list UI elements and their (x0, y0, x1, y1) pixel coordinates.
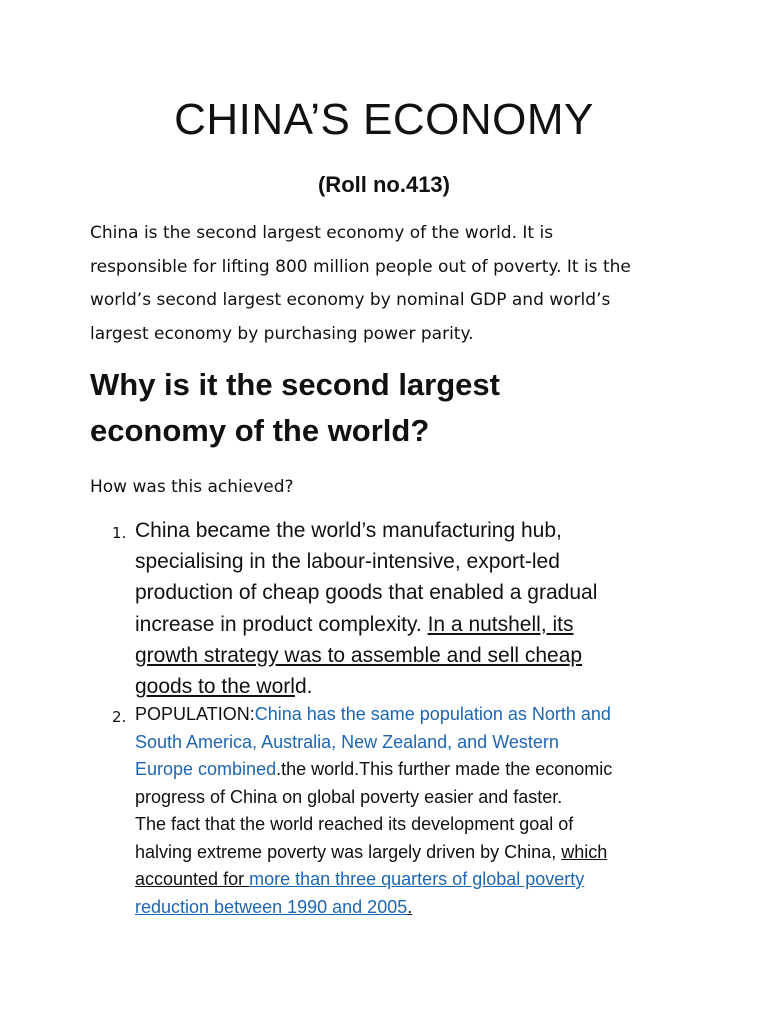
hyperlink-text[interactable]: Europe combined (135, 759, 277, 779)
hyperlink-text[interactable]: South America, Australia, New Zealand, and Western (135, 731, 559, 752)
hyperlink-text[interactable]: China has the same population as North and (254, 704, 611, 724)
heading-line: Why is it the second largest (90, 367, 500, 402)
underlined-text: . (407, 896, 413, 917)
subquestion: How was this achieved? (90, 477, 294, 497)
intro-line: world’s second largest economy by nominal GDP and world’s (90, 290, 611, 310)
population-label: POPULATION: (135, 704, 255, 724)
text-line: production of cheap goods that enabled a gradual (135, 581, 598, 605)
text-run: increase in product complexity. (135, 612, 428, 636)
list-item-text (135, 701, 715, 921)
list-number: 1. (112, 524, 127, 542)
text-run: d. (294, 675, 313, 699)
text-run: halving extreme poverty was largely driven by China, (135, 841, 562, 862)
text-line: The fact that the world reached its development goal of (135, 814, 574, 834)
text-run: .the world.This further made the economic (276, 759, 613, 779)
heading-line: economy of the world? (90, 413, 430, 448)
text-line (135, 894, 715, 922)
underlined-text: which (561, 841, 608, 862)
section-heading (90, 362, 710, 454)
text-line (135, 640, 715, 671)
text-line (135, 671, 715, 702)
intro-paragraph (90, 217, 690, 351)
hyperlink-text[interactable]: reduction between 1990 and 2005 (135, 896, 408, 917)
text-line: specialising in the labour-intensive, export-led (135, 550, 560, 574)
text-line (135, 866, 715, 894)
roll-number: (Roll no.413) (317, 172, 450, 197)
text-line (135, 729, 715, 757)
text-line (135, 756, 715, 784)
hyperlink-text[interactable]: more than three quarters of global poverty (249, 869, 585, 889)
underlined-text: growth strategy was to assemble and sell cheap (135, 643, 583, 667)
text-line (135, 609, 715, 640)
list-number: 2. (112, 708, 127, 726)
text-line (135, 839, 715, 867)
intro-line: responsible for lifting 800 million people out of poverty. It is the (90, 256, 631, 277)
text-line (135, 701, 715, 729)
page-title: CHINA’S ECONOMY (174, 95, 594, 144)
underlined-text: In a nutshell, its (427, 612, 574, 636)
intro-line: China is the second largest economy of the world. It is (90, 223, 554, 243)
underlined-text: goods to the worl (135, 675, 295, 699)
intro-line: largest economy by purchasing power parity. (90, 323, 474, 344)
text-line: progress of China on global poverty easier and faster. (135, 786, 563, 807)
text-line: China became the world’s manufacturing hub, (135, 519, 562, 542)
underlined-text: accounted for (135, 869, 250, 889)
list-item-text (135, 515, 715, 702)
